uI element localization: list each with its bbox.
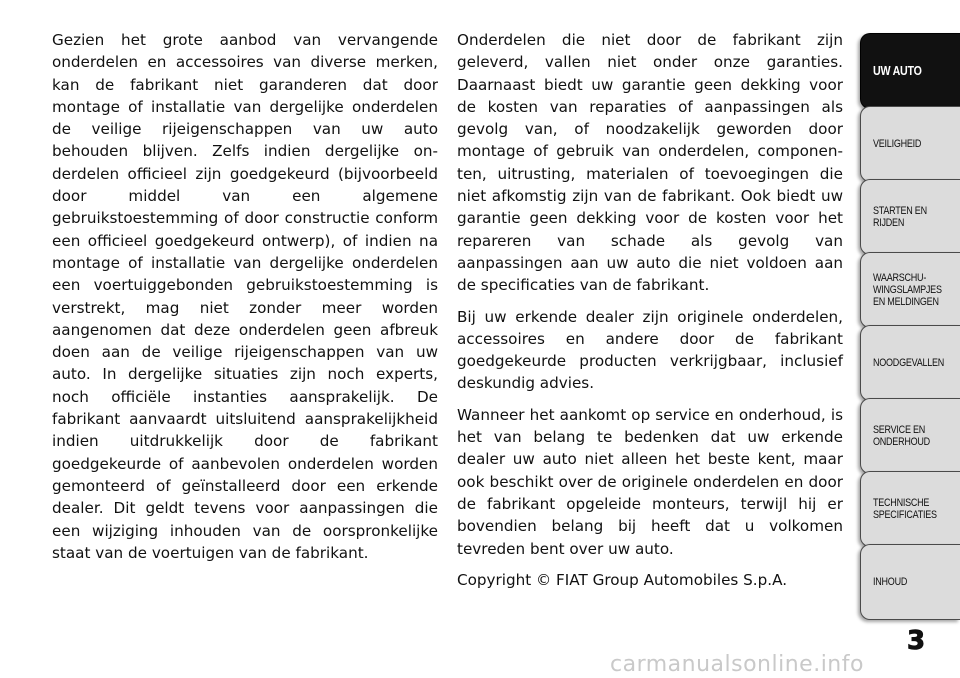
tab-starten-en-rijden[interactable] (860, 179, 960, 255)
watermark: carmanualsonline.info (610, 652, 864, 677)
paragraph: Gezien het grote aanbod van vervangende onderdelen en accessoires van diverse merken, kan de fabrikant niet garanderen dat door montage of installatie van dergelijke onderdelen de veilige rijeigenschappen van uw auto behouden blijven. Zelfs indien dergelijke onderdelen officieel zijn goedgekeurd (bijvoorbeeld door middel van een algemene gebruikstoestemming of door constructie conform een officieel goedgekeurd ontwerp), of indien na montage of installatie van dergelijke onderdelen een voertuiggebonden gebruikstoestemming is verstrekt, mag niet zonder meer worden aangenomen dat deze onderdelen geen afbreuk doen aan de veilige rijeigenschappen van uw auto. In dergelijke situaties zijn noch experts, noch officiële instanties aansprakelijk. De fabrikant aanvaardt uitsluitend aansprakelijkheid indien uitdrukkelijk door de fabrikant goedgekeurde of aanbevolen onderdelen worden gemonteerd of geïnstalleerd door een erkende dealer. Dit geldt tevens voor aanpassingen die een wijziging inhouden van de oorspronkelijke staat van de voertuigen van de fabrikant. (52, 31, 438, 562)
paragraph: Onderdelen die niet door de fabrikant zijn geleverd, vallen niet onder onze garanties. Daarnaast biedt uw garantie geen dekking voor de kosten van reparaties of aanpassingen als gevolg van, of noodzakelijk geworden door montage of gebruik van onderdelen, componenten, uitrusting, materialen of toevoegingen die niet afkomstig zijn van de fabrikant. Ook biedt uw garantie geen dekking voor de kosten voor het repareren van schade als gevolg van aanpassingen aan uw auto die niet voldoen aan de specificaties van de fabrikant. (457, 31, 843, 295)
tab-label: SERVICE EN ONDERHOUD (873, 424, 930, 448)
tab-label: TECHNISCHE SPECIFICATIES (873, 497, 937, 521)
tab-label: UW AUTO (873, 63, 922, 78)
tab-label: STARTEN EN RIJDEN (873, 205, 927, 229)
tab-label: INHOUD (873, 576, 908, 588)
tab-label: VEILIGHEID (873, 138, 922, 150)
right-column (457, 29, 843, 600)
left-column (52, 29, 438, 573)
tab-label: WAARSCHU- WINGSLAMPJES EN MELDINGEN (873, 272, 942, 308)
chapter-tabs (856, 0, 960, 678)
tab-service-en-onderhoud[interactable] (860, 398, 960, 474)
paragraph: Wanneer het aankomt op service en onderhoud, is het van belang te bedenken dat uw erkende dealer uw auto niet alleen het beste kent, maar ook beschikt over de originele onderdelen en door de fabrikant opgeleide monteurs, terwijl hij er bovendien belang bij heeft dat u volkomen tevreden bent over uw auto. (457, 405, 843, 558)
tab-label: NOODGEVALLEN (873, 357, 945, 369)
tab-veiligheid[interactable] (860, 106, 960, 182)
page-number: 3 (906, 626, 926, 656)
paragraph: Bij uw erkende dealer zijn originele onderdelen, accessoires en andere door de fabrikant goedgekeurde producten verkrijgbaar, inclusief deskundig advies. (457, 307, 843, 393)
tab-waarschuwingslampjes[interactable] (860, 252, 960, 328)
tab-noodgevallen[interactable] (860, 325, 960, 401)
copyright-line: Copyright © FIAT Group Automobiles S.p.A. (457, 570, 788, 589)
tab-inhoud[interactable] (860, 544, 960, 620)
tab-uw-auto[interactable] (860, 33, 960, 109)
tab-technische-specificaties[interactable] (860, 471, 960, 547)
